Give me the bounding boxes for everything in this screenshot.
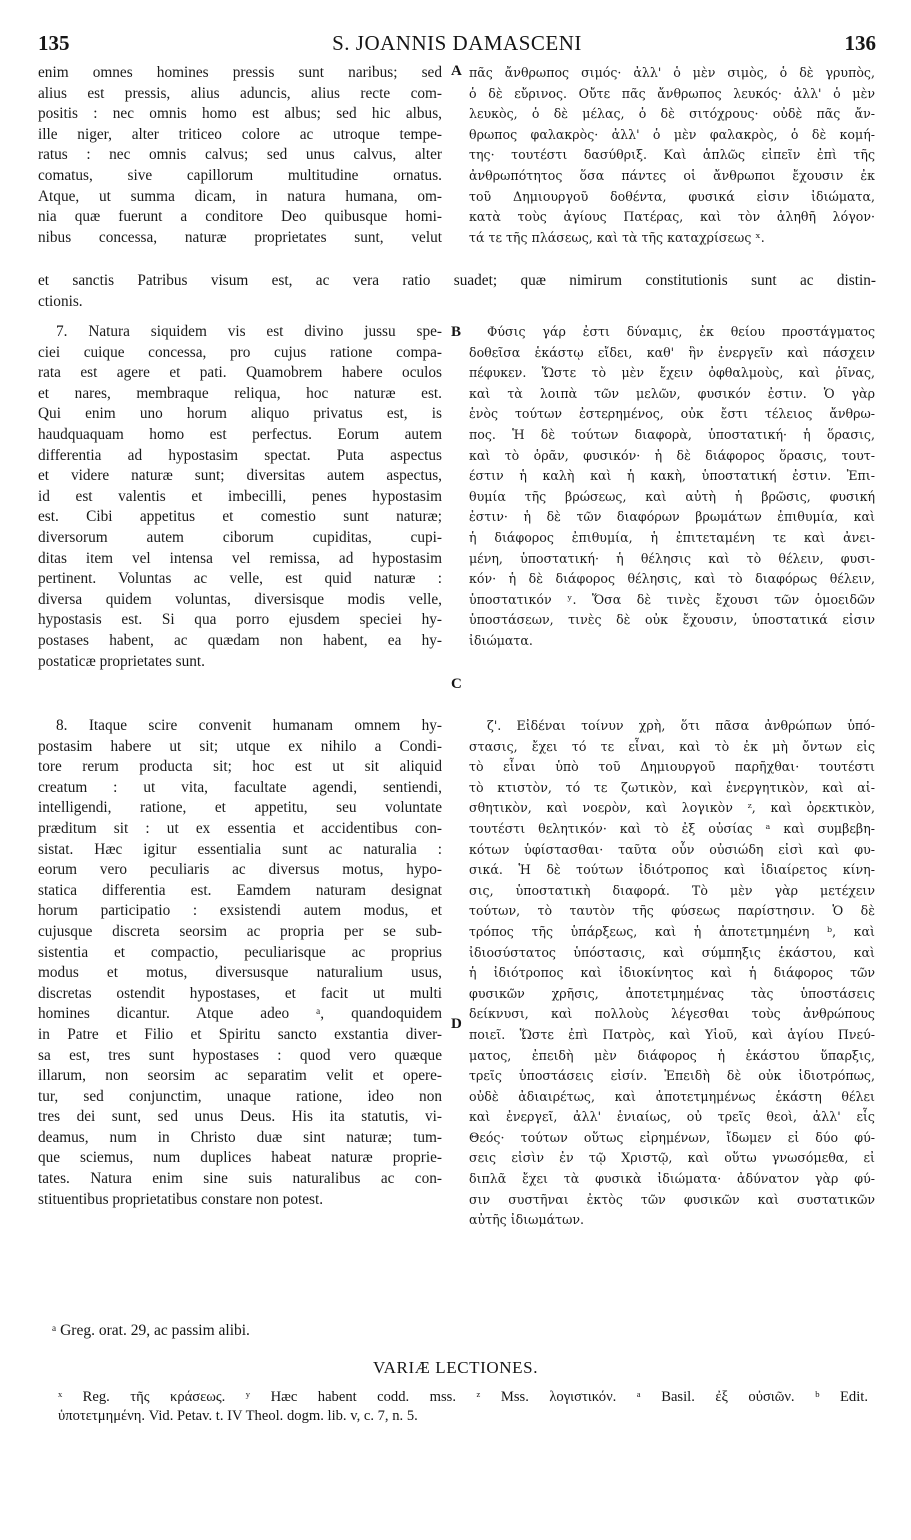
greek-line: ὁ δὲ εὔρινος. Οὔτε πᾶς ἄνθρωπος λευκός· ἀλλ' ὁ μὲν (469, 85, 875, 101)
latin-line: modus et motus, diversusque naturalium usus, (38, 964, 442, 982)
latin-line: tates. Natura enim sine suis naturalibus ac con- (38, 1170, 442, 1188)
greek-line: ἰδιώματα. (469, 632, 533, 648)
greek-line: δοθεῖσα ἑκάστῳ εἴδει, καθ' ἣν ἐνεργεῖν καὶ πάσχειν (469, 344, 875, 360)
latin-line: statica differentia est. Eamdem naturam designat (38, 881, 442, 899)
latin-line: enim omnes homines pressis sunt naribus; sed (38, 64, 442, 81)
latin-line: tur, sed conjunctim, unaque ratione, ideo non (38, 1087, 442, 1105)
greek-line: τουτέστι θελητικόν· καὶ τὸ ἐξ οὐσίας ᵃ καὶ συμβεβη- (469, 820, 875, 836)
latin-line: differentia ad hypostasim spectat. Puta aspectus (38, 446, 442, 464)
greek-line: στασις, ἔχει τό τε εἶναι, καὶ τὸ ἐκ μὴ ὄντων εἰς (469, 738, 875, 754)
variant-readings (58, 1388, 868, 1426)
greek-line: θυμία τῆς βρώσεως, καὶ αὐτὴ ἡ βρῶσις, φυσική (469, 488, 875, 504)
latin-line: homines dicantur. Atque adeo ᵃ, quandoquidem (38, 1005, 442, 1023)
greek-line: ἑνὸς τούτων ἐστερημένος, οὐκ ἔστι τέλειος ἄνθρω- (469, 406, 875, 422)
greek-line: της· τουτέστι δασύθριξ. Καὶ ἁπλῶς εἰπεῖν ἐπὶ τῆς (469, 147, 875, 163)
latin-line: ciei cuique concessa, pro cujus ratione compa- (38, 343, 442, 361)
greek-line: διπλᾶ ἔχει τὰ φυσικὰ ἰδιώματα· ἀδύνατον γὰρ φύ- (469, 1171, 875, 1187)
page-number-left: 135 (38, 31, 70, 55)
latin-line: nia quæ fuerunt a conditore Deo quibusque homi- (38, 208, 442, 226)
greek-line: σιν συστῆναι ἐκτὸς τῶν φυσικῶν καὶ συστατικῶν (469, 1191, 875, 1207)
greek-line: πᾶς ἄνθρωπος σιμός· ἀλλ' ὁ μὲν σιμὸς, ὁ δὲ γρυπὸς, (469, 65, 875, 80)
margin-marker-b: B (451, 324, 462, 340)
greek-column-section-8 (469, 716, 875, 1231)
latin-line: comatus, sive capillorum multitudine ornatus. (38, 166, 442, 184)
greek-line: έστιν ἡ καλὴ καὶ ἡ κακὴ, ὑποστατική ἐστιν. Ἐπι- (469, 468, 875, 484)
latin-column-section-6-end (38, 292, 442, 313)
greek-column-section-6 (469, 63, 875, 248)
greek-line: ἰδιοσύστατος ὑπόστασις, καὶ σύμπηξις ἑκάστου, καὶ (469, 944, 875, 960)
variant-line: ὑποτετμημένη. Vid. Petav. t. IV Theol. dogm. lib. v, c. 7, n. 5. (58, 1408, 418, 1424)
greek-line: τὸ κτιστὸν, τό τε ζωτικὸν, καὶ ἐνεργητικὸν, καὶ αἰ- (469, 779, 875, 795)
latin-line: postases habent, ac quædam non habent, ea hy- (38, 631, 442, 649)
greek-column-section-7 (469, 322, 875, 652)
latin-line: 8. Itaque scire convenit humanam omnem hy- (56, 717, 442, 734)
latin-line: sa est, tres sunt hypostases : quod vero quæque (38, 1046, 442, 1064)
latin-line: nibus concessa, naturæ proprietates sunt, velut (38, 228, 442, 246)
greek-line: τοῦ Δημιουργοῦ δοθέντα, φυσικά εἰσιν ἰδιώματα, (469, 188, 875, 204)
greek-line: φυσικῶν χρῆσις, ἀποτετμημένας τὰς ὑποστάσεις (469, 985, 875, 1001)
latin-line: ratus : nec omnis calvus; sed unus calvus, alter (38, 146, 442, 164)
latin-column-section-8 (38, 716, 442, 1210)
greek-line: ὑποστατικόν ʸ. Ὅσα δὲ τινὲς ἔχουσι τῶν ὁμοειδῶν (469, 591, 875, 607)
greek-line: ζ'. Εἰδέναι τοίνυν χρὴ, ὅτι πᾶσα ἀνθρώπων ὑπό- (487, 718, 875, 733)
greek-line: θρωπος φαλακρὸς· ἀλλ' ὁ μὲν φαλακρὸς, ὁ δὲ κομή- (469, 126, 875, 142)
full-width-line: et sanctis Patribus visum est, ac vera ratio suadet; quæ nimirum constitutionis sunt ac distin- (38, 272, 876, 289)
latin-line: est. Cibi appetitus et comestio sunt naturæ; (38, 508, 442, 526)
latin-line: hypostasis est. Si qua porro ejusdem speciei hy- (38, 611, 442, 629)
latin-line: diversa quidem voluntas, diversisque modis velle, (38, 590, 442, 608)
latin-line: diversorum autem ciborum cupiditas, cupi- (38, 528, 442, 546)
latin-line: intelligendi, ratione, et appetitu, seu voluntate (38, 799, 442, 817)
latin-line: haudquaquam homo est perfectus. Eorum autem (38, 425, 442, 443)
section-title-variae-lectiones: VARIÆ LECTIONES. (372, 1358, 539, 1377)
page-header (38, 31, 876, 59)
latin-column-section-6 (38, 63, 442, 248)
greek-line: ἡ ἰδιότροπος καὶ ἰδιοκίνητος καὶ ἡ διάφορος τῶν (469, 965, 875, 981)
latin-line: postasim habere ut sit; utque ex nihilo a Condi- (38, 737, 442, 755)
latin-line: in Patre et Filio et Spiritu sancto exstantia diver- (38, 1025, 442, 1043)
latin-line: præditum sit : ut ex essentia et accidentibus con- (38, 819, 442, 837)
greek-line: τρεῖς ὑποστάσεις εἰσίν. Ἐπειδὴ δὲ οὐκ ἰδιοτρόπως, (469, 1068, 875, 1084)
greek-line: κότων ὑφίστασθαι· ταῦτα οὖν οὐσιώδη εἰσὶ καὶ φυ- (469, 841, 875, 857)
greek-line: καὶ τὰ λοιπὰ τῶν μελῶν, φυσικόν ἐστιν. Ὁ γὰρ (469, 385, 875, 401)
latin-line: Qui enim uno horum aliquo privatus est, is (38, 405, 442, 423)
latin-line: positis : nec omnis homo est albus; sed hic albus, (38, 105, 442, 123)
greek-line: σις, ὑποστατικὴ διαφορά. Τὸ μὲν γὰρ μετέχειν (469, 882, 875, 898)
greek-line: τά τε τῆς πλάσεως, καὶ τὰ τῆς καταχρίσεως ˣ. (469, 229, 765, 245)
greek-line: ἐστιν· ἡ δὲ τῶν διαφόρων βρωμάτων ἐπιθυμία, καὶ (469, 509, 875, 525)
greek-line: λευκὸς, ὁ δὲ μέλας, ὁ δὲ σιτόχρους· οὐδὲ πᾶς ἄν- (469, 106, 875, 122)
running-title: S. JOANNIS DAMASCENI (332, 31, 582, 55)
greek-line: σικά. Ἡ δὲ τούτων ἰδιότροπος καὶ ἰδιαίρετος κίνη- (469, 862, 875, 878)
greek-line: τούτων, τὸ ταυτὸν τῆς φύσεως παρίστησιν. Ὁ δὲ (469, 903, 875, 919)
margin-marker-a: A (451, 63, 462, 79)
greek-line: τρόπος τῆς ὑπάρξεως, καὶ ἡ ἀποτετμημένη ᵇ, καὶ (469, 923, 875, 939)
greek-line: Φύσις γάρ ἐστι δύναμις, ἐκ θείου προστάγματος (487, 324, 875, 339)
latin-column-section-7 (38, 322, 442, 672)
greek-line: μένη, ὑποστατική· ἡ θέλησις καὶ τὸ θέλειν, φυσι- (469, 550, 875, 566)
greek-line: τὸ εἶναι ὑπὸ τοῦ Δημιουργοῦ παρῆχθαι· τουτέστι (469, 759, 875, 775)
latin-line: et videre naturæ sunt; diversitas autem aspectus, (38, 467, 442, 485)
greek-line: ὑποστάσεων, τινὲς δὲ οὐκ ἔχουσιν, ὑποστατικά εἰσιν (469, 612, 875, 628)
greek-line: οὐδὲ ἀδιαιρέτως, καὶ ἀποτετμημένως ἑκάστη θέλει (469, 1088, 875, 1104)
latin-line: discretas ostendit hypostases, et facit ut multi (38, 984, 442, 1002)
latin-line: alius est pressis, alius aduncis, alius recte com- (38, 84, 442, 102)
latin-line: 7. Natura siquidem vis est divino jussu spe- (56, 323, 442, 340)
greek-line: δείκνυσι, καὶ πολλοὺς λέγεσθαι τοὺς ἀνθρώπους (469, 1006, 875, 1022)
greek-line: Θεός· τούτων οὕτως εἰρημένων, ἴδωμεν εἰ δύο φύ- (469, 1129, 875, 1145)
greek-line: αὐτῆς ἰδιωμάτων. (469, 1212, 585, 1228)
latin-line: ctionis. (38, 293, 83, 310)
greek-line: καὶ ἐνεργεῖ, ἀλλ' ἑνιαίως, οὐ τρεῖς θεοὶ, ἀλλ' εἷς (469, 1109, 875, 1125)
greek-line: σεις εἰσὶν ἐν τῷ Χριστῷ, καὶ οὕτω γνωσόμεθα, εἰ (469, 1150, 875, 1166)
latin-line: rata est agere et pati. Quamobrem habere oculos (38, 364, 442, 382)
latin-line: stituentibus proprietatibus constare non potest. (38, 1190, 324, 1208)
latin-line: eorum vero peculiaris ac diversus motus, hypo- (38, 861, 442, 879)
latin-line: tore rerum producta sit; hoc est ut sit aliquid (38, 758, 442, 776)
latin-line: illarum, non seorsim ac separatim velit et opere- (38, 1067, 442, 1085)
latin-line: Atque, ut summa dicam, in natura humana, om- (38, 187, 442, 205)
latin-line: sistentia et compactio, peculiarisque ac proprius (38, 943, 442, 961)
latin-line: que sciemus, num duplices habeat naturæ proprie- (38, 1149, 442, 1167)
greek-line: καὶ τὸ ὁρᾶν, φυσικόν· ἡ δὲ διάφορος ὅρασις, τουτ- (469, 447, 875, 463)
latin-line: pertinent. Voluntas ac velle, est quid naturæ : (38, 570, 442, 588)
margin-marker-c: C (451, 676, 462, 692)
latin-line: deamus, num in Christo duæ sint naturæ; tum- (38, 1128, 442, 1146)
latin-line: postaticæ proprietates sunt. (38, 652, 205, 670)
greek-line: ματος, ἐπειδὴ μὲν διάφορος ἡ ἑκάστου ὕπαρξις, (469, 1047, 875, 1063)
footnote: ᵃ Greg. orat. 29, ac passim alibi. (52, 1322, 250, 1339)
latin-line: et nares, membraque reliqua, hoc naturæ est. (38, 384, 442, 402)
page-number-right: 136 (844, 31, 876, 55)
latin-line: cujusque discreta seorsim ac propria per se sub- (38, 922, 442, 940)
latin-line: id est valentis et imbecilli, penes hypostasim (38, 487, 442, 505)
greek-line: ἀνθρωπότητος ὅσα πάντες οἱ ἄνθρωποι ἔχουσιν ἐκ (469, 167, 875, 183)
latin-line: sistat. Hæc igitur essentialia sunt ac naturalia : (38, 840, 442, 858)
greek-line: πέφυκεν. Ὥστε τὸ μὲν ἔχειν ὀφθαλμοὺς, καὶ ῥῖνας, (469, 365, 875, 381)
latin-line: ditas item vel intensa vel remissa, ad hypostasim (38, 549, 442, 567)
margin-marker-d: D (451, 1016, 462, 1032)
greek-line: σθητικὸν, καὶ νοερὸν, καὶ λογικὸν ᶻ, καὶ ὀρεκτικὸν, (469, 800, 875, 816)
latin-line: horum participatio : exsistendi autem modus, et (38, 902, 442, 920)
greek-line: κατὰ τοὺς ἁγίους Πατέρας, καὶ τὸν ἀληθῆ λόγον· (469, 209, 875, 225)
latin-line: tres dei sunt, sed unus Deus. His ita statutis, vi- (38, 1108, 442, 1126)
greek-line: ἡ διάφορος ἐπιθυμία, ἡ ἐπιτεταμένη τε καὶ ἀνει- (469, 529, 875, 545)
variant-line: ˣ Reg. τῆς κράσεως. ʸ Hæc habent codd. mss. ᶻ Mss. λογιστικόν. ᵃ Basil. ἐξ οὐσιῶν. ᵇ Edit. (58, 1389, 868, 1405)
greek-line: πος. Ἡ δὲ τούτων διαφορὰ, ὑποστατική· ἡ ὅρασις, (469, 426, 875, 442)
greek-line: ποιεῖ. Ὥστε ἐπὶ Πατρὸς, καὶ Υἱοῦ, καὶ ἁγίου Πνεύ- (469, 1026, 875, 1042)
latin-line: ille niger, alter triticeo colore ac utroque tempe- (38, 125, 442, 143)
greek-line: κόν· ἡ δὲ διάφορος θέλησις, καὶ τὸ διαφόρως θέλειν, (469, 571, 875, 587)
latin-line: creatum : ut vita, facultate agendi, sentiendi, (38, 778, 442, 796)
